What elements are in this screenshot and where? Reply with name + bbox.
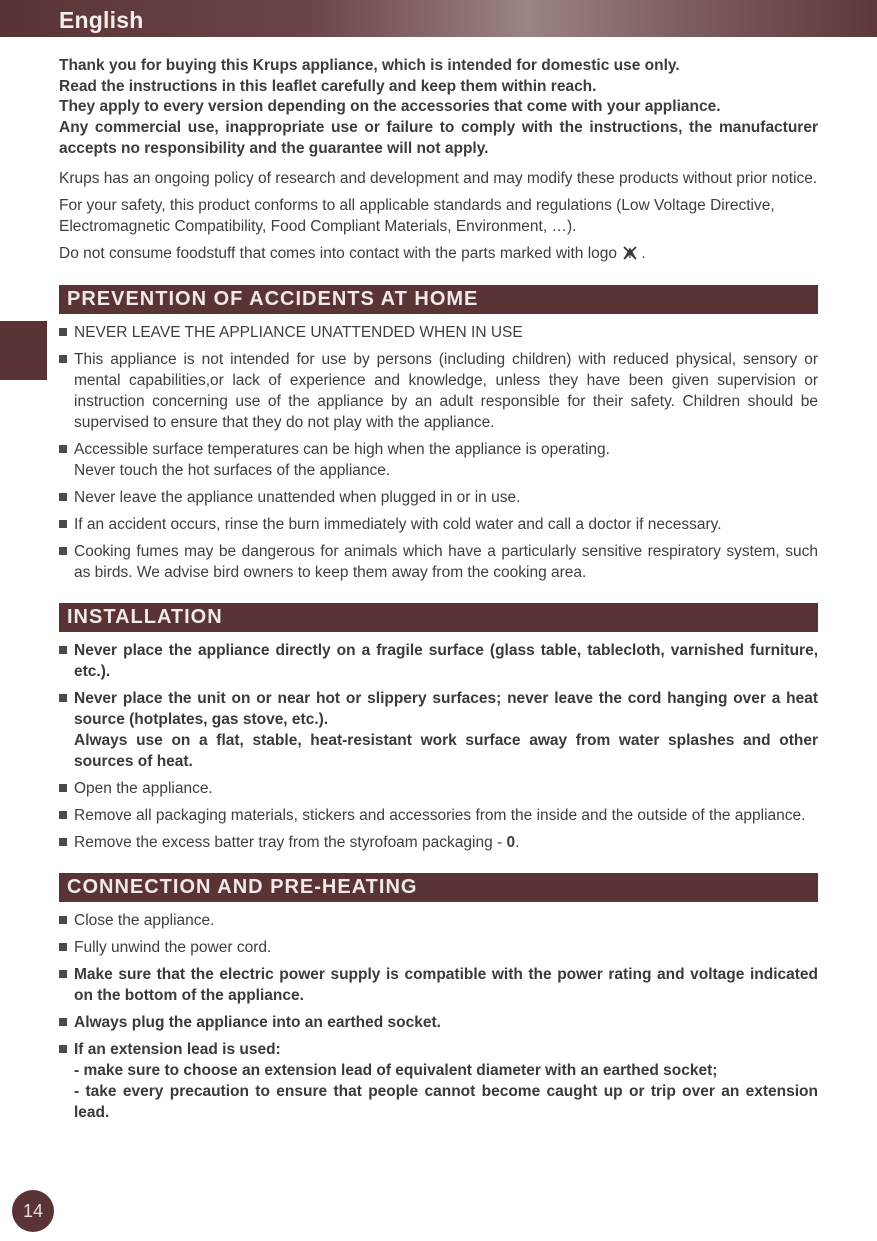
square-bullet-icon — [59, 970, 67, 978]
square-bullet-icon — [59, 811, 67, 819]
installation-section — [59, 603, 818, 853]
intro-warning-paragraph: Any commercial use, inappropriate use or failure to comply with the instructions, the manufacturer accepts no responsibility and the guarantee will not apply. — [59, 119, 818, 157]
logo-paragraph-text: Do not consume foodstuff that comes into contact with the parts marked with logo — [59, 244, 618, 262]
installation-list — [59, 640, 818, 853]
square-bullet-icon — [59, 328, 67, 336]
prevention-heading: PREVENTION OF ACCIDENTS AT HOME — [59, 285, 818, 314]
square-bullet-icon — [59, 943, 67, 951]
policy-paragraph: Krups has an ongoing policy of research and development and may modify these products without prior notice. — [59, 169, 818, 187]
language-label: English — [59, 7, 144, 33]
list-item-text: - make sure to choose an extension lead of equivalent diameter with an earthed socket; — [74, 1061, 718, 1079]
list-item-text: Never place the appliance directly on a fragile surface (glass table, tablecloth, varnished furniture, etc.). — [74, 641, 818, 680]
list-item-text: Make sure that the electric power supply is compatible with the power rating and voltage indicated on the bottom of the appliance. — [74, 965, 818, 1004]
square-bullet-icon — [59, 445, 67, 453]
figure-reference: 0 — [506, 833, 516, 851]
list-item — [59, 832, 818, 853]
square-bullet-icon — [59, 838, 67, 846]
page-content — [59, 56, 818, 1129]
list-item-text: Fully unwind the power cord. — [74, 938, 272, 956]
logo-paragraph-suffix: . — [641, 244, 646, 262]
list-item-text: Never place the unit on or near hot or slippery surfaces; never leave the cord hanging over a heat source (hotplates, gas stove, etc.). — [74, 689, 818, 728]
square-bullet-icon — [59, 784, 67, 792]
square-bullet-icon — [59, 493, 67, 501]
square-bullet-icon — [59, 916, 67, 924]
language-header-bar — [0, 0, 877, 37]
list-item-text: Never touch the hot surfaces of the appliance. — [74, 461, 391, 479]
square-bullet-icon — [59, 547, 67, 555]
list-item-text: Open the appliance. — [74, 779, 213, 797]
logo-paragraph — [59, 243, 818, 264]
square-bullet-icon — [59, 355, 67, 363]
list-item — [59, 688, 818, 772]
square-bullet-icon — [59, 1018, 67, 1026]
list-item — [59, 964, 818, 1006]
intro-bold-block — [59, 56, 818, 160]
list-item — [59, 514, 818, 535]
side-section-tab — [0, 321, 47, 380]
figure-reference-suffix: . — [515, 833, 520, 851]
list-item-text: Always plug the appliance into an earthed socket. — [74, 1013, 441, 1031]
square-bullet-icon — [59, 520, 67, 528]
list-item-text: Remove the excess batter tray from the styrofoam packaging - — [74, 833, 507, 851]
page-number: 14 — [12, 1190, 54, 1232]
square-bullet-icon — [59, 694, 67, 702]
prevention-section — [59, 285, 818, 583]
list-item — [59, 541, 818, 583]
list-item-text: Remove all packaging materials, stickers and accessories from the inside and the outside of the appliance. — [74, 806, 806, 824]
list-item-text: If an extension lead is used: — [74, 1040, 281, 1058]
list-item — [59, 937, 818, 958]
list-item-text: If an accident occurs, rinse the burn immediately with cold water and call a doctor if necessary. — [74, 515, 722, 533]
list-item-text: This appliance is not intended for use by persons (including children) with reduced physical, sensory or mental capabilities,or lack of experience and knowledge, unless they have been given supervision or instruction concerning use of the appliance by an adult responsible for their safety. Children should be supervised to ensure that they do not play with the appliance. — [74, 350, 818, 431]
connection-list — [59, 910, 818, 1123]
connection-section — [59, 873, 818, 1123]
list-item — [59, 805, 818, 826]
list-item — [59, 487, 818, 508]
list-item-text: Never leave the appliance unattended when plugged in or in use. — [74, 488, 521, 506]
list-item-text: Always use on a flat, stable, heat-resistant work surface away from water splashes and other sources of heat. — [74, 731, 818, 770]
list-item-text: Close the appliance. — [74, 911, 215, 929]
square-bullet-icon — [59, 646, 67, 654]
list-item — [59, 349, 818, 433]
installation-heading: INSTALLATION — [59, 603, 818, 632]
safety-paragraph: For your safety, this product conforms to all applicable standards and regulations (Low Voltage Directive, Electromagnetic Compatibility, Food Compliant Materials, Environment, …). — [59, 196, 775, 235]
list-item — [59, 439, 818, 481]
list-item-text: - take every precaution to ensure that people cannot become caught up or trip over an extension lead. — [74, 1082, 818, 1121]
list-item — [59, 640, 818, 682]
intro-line: They apply to every version depending on the accessories that come with your appliance. — [59, 98, 721, 116]
connection-heading: CONNECTION AND PRE-HEATING — [59, 873, 818, 902]
intro-line: Thank you for buying this Krups appliance, which is intended for domestic use only. — [59, 57, 680, 74]
list-item — [59, 778, 818, 799]
no-food-contact-icon — [622, 245, 638, 261]
list-item — [59, 910, 818, 931]
list-item-text: NEVER LEAVE THE APPLIANCE UNATTENDED WHEN IN USE — [74, 323, 523, 341]
square-bullet-icon — [59, 1045, 67, 1053]
list-item-text: Accessible surface temperatures can be high when the appliance is operating. — [74, 440, 610, 458]
list-item — [59, 1039, 818, 1123]
list-item — [59, 1012, 818, 1033]
list-item-text: Cooking fumes may be dangerous for animals which have a particularly sensitive respiratory system, such as birds. We advise bird owners to keep them away from the cooking area. — [74, 542, 818, 581]
list-item — [59, 322, 818, 343]
prevention-list — [59, 322, 818, 583]
intro-line: Read the instructions in this leaflet carefully and keep them within reach. — [59, 77, 597, 95]
